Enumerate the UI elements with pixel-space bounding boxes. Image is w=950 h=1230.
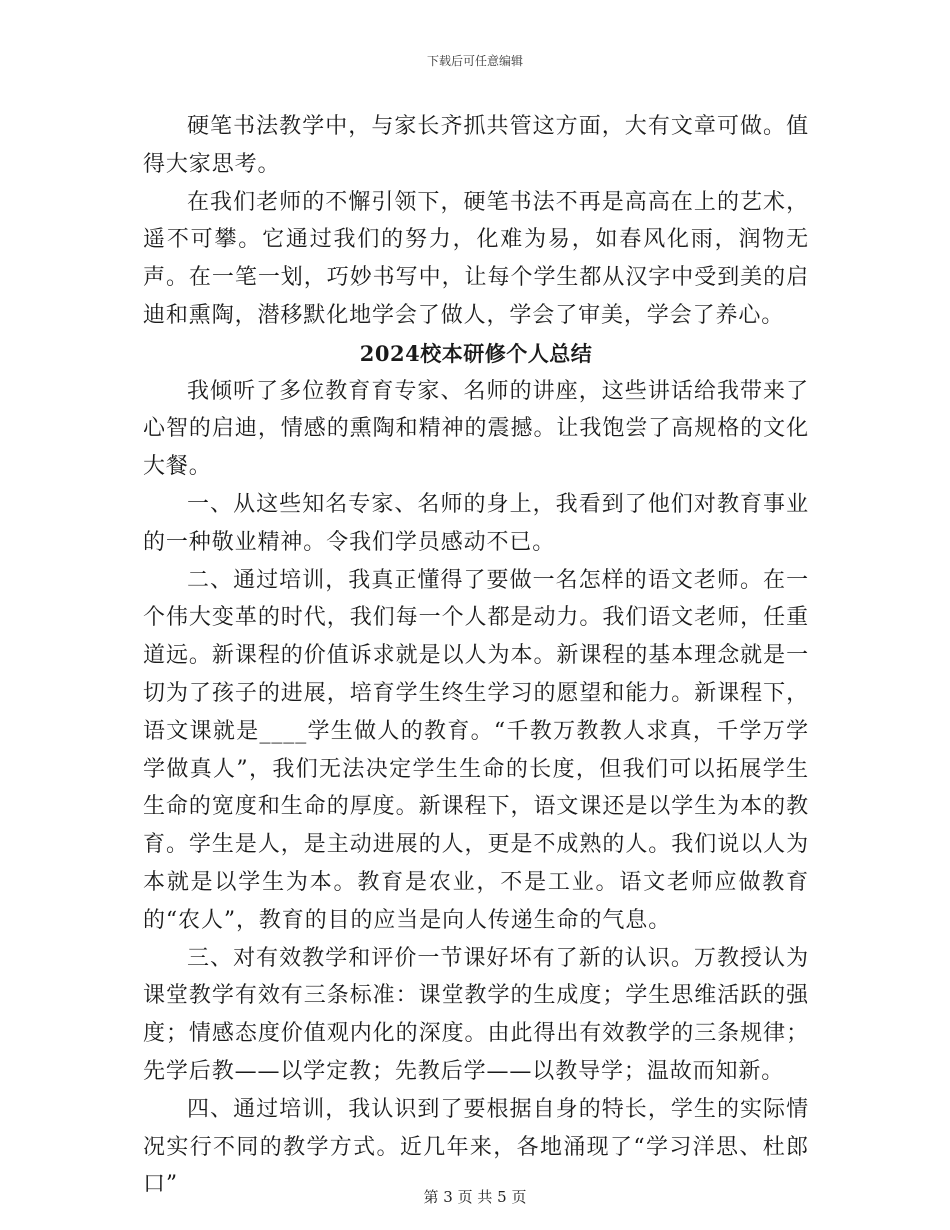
- paragraph: 我倾听了多位教育育专家、名师的讲座，这些讲话给我带来了心智的启迪，情感的熏陶和精神的震撼。让我饱尝了高规格的文化大餐。: [143, 378, 809, 480]
- paragraph: 二、通过培训，我真正懂得了要做一名怎样的语文老师。在一个伟大变革的时代，我们每一个人都是动力。我们语文老师，任重道远。新课程的价值诉求就是以人为本。新课程的基本理念就是一切为了孩子的进展，培育学生终生学习的愿望和能力。新课程下，语文课就是____学生做人的教育。“千教万教教人求真，千学万学学做真人”，我们无法决定学生生命的长度，但我们可以拓展学生生命的宽度和生命的厚度。新课程下，语文课还是以学生为本的教育。学生是人，是主动进展的人，更是不成熟的人。我们说以人为本就是以学生为本。教育是农业，不是工业。语文老师应做教育的“农人”，教育的目的应当是向人传递生命的气息。: [143, 567, 809, 933]
- paragraph: 三、对有效教学和评价一节课好坏有了新的认识。万教授认为课堂教学有效有三条标准：课堂教学的生成度；学生思维活跃的强度；情感态度价值观内化的深度。由此得出有效教学的三条规律；先学后教——以学定教；先教后学——以教导学；温故而知新。: [143, 945, 809, 1084]
- page-header: 下载后可任意编辑: [426, 54, 523, 68]
- paragraph: 在我们老师的不懈引领下，硬笔书法不再是高高在上的艺术，遥不可攀。它通过我们的努力，化难为易，如春风化雨，润物无声。在一笔一划，巧妙书写中，让每个学生都从汉字中受到美的启迪和熏陶，潜移默化地学会了做人，学会了审美，学会了养心。: [143, 189, 809, 328]
- section-title: 2024校本研修个人总结: [359, 340, 593, 366]
- paragraph: 四、通过培训，我认识到了要根据自身的特长，学生的实际情况实行不同的教学方式。近几年来，各地涌现了“学习洋思、杜郎口”: [143, 1096, 809, 1198]
- document-body: [143, 108, 809, 1204]
- paragraph: 硬笔书法教学中，与家长齐抓共管这方面，大有文章可做。值得大家思考。: [143, 114, 809, 177]
- page-footer: 第 3 页 共 5 页: [423, 1188, 527, 1206]
- paragraph: 一、从这些知名专家、名师的身上，我看到了他们对教育事业的一种敬业精神。令我们学员感动不已。: [143, 491, 809, 555]
